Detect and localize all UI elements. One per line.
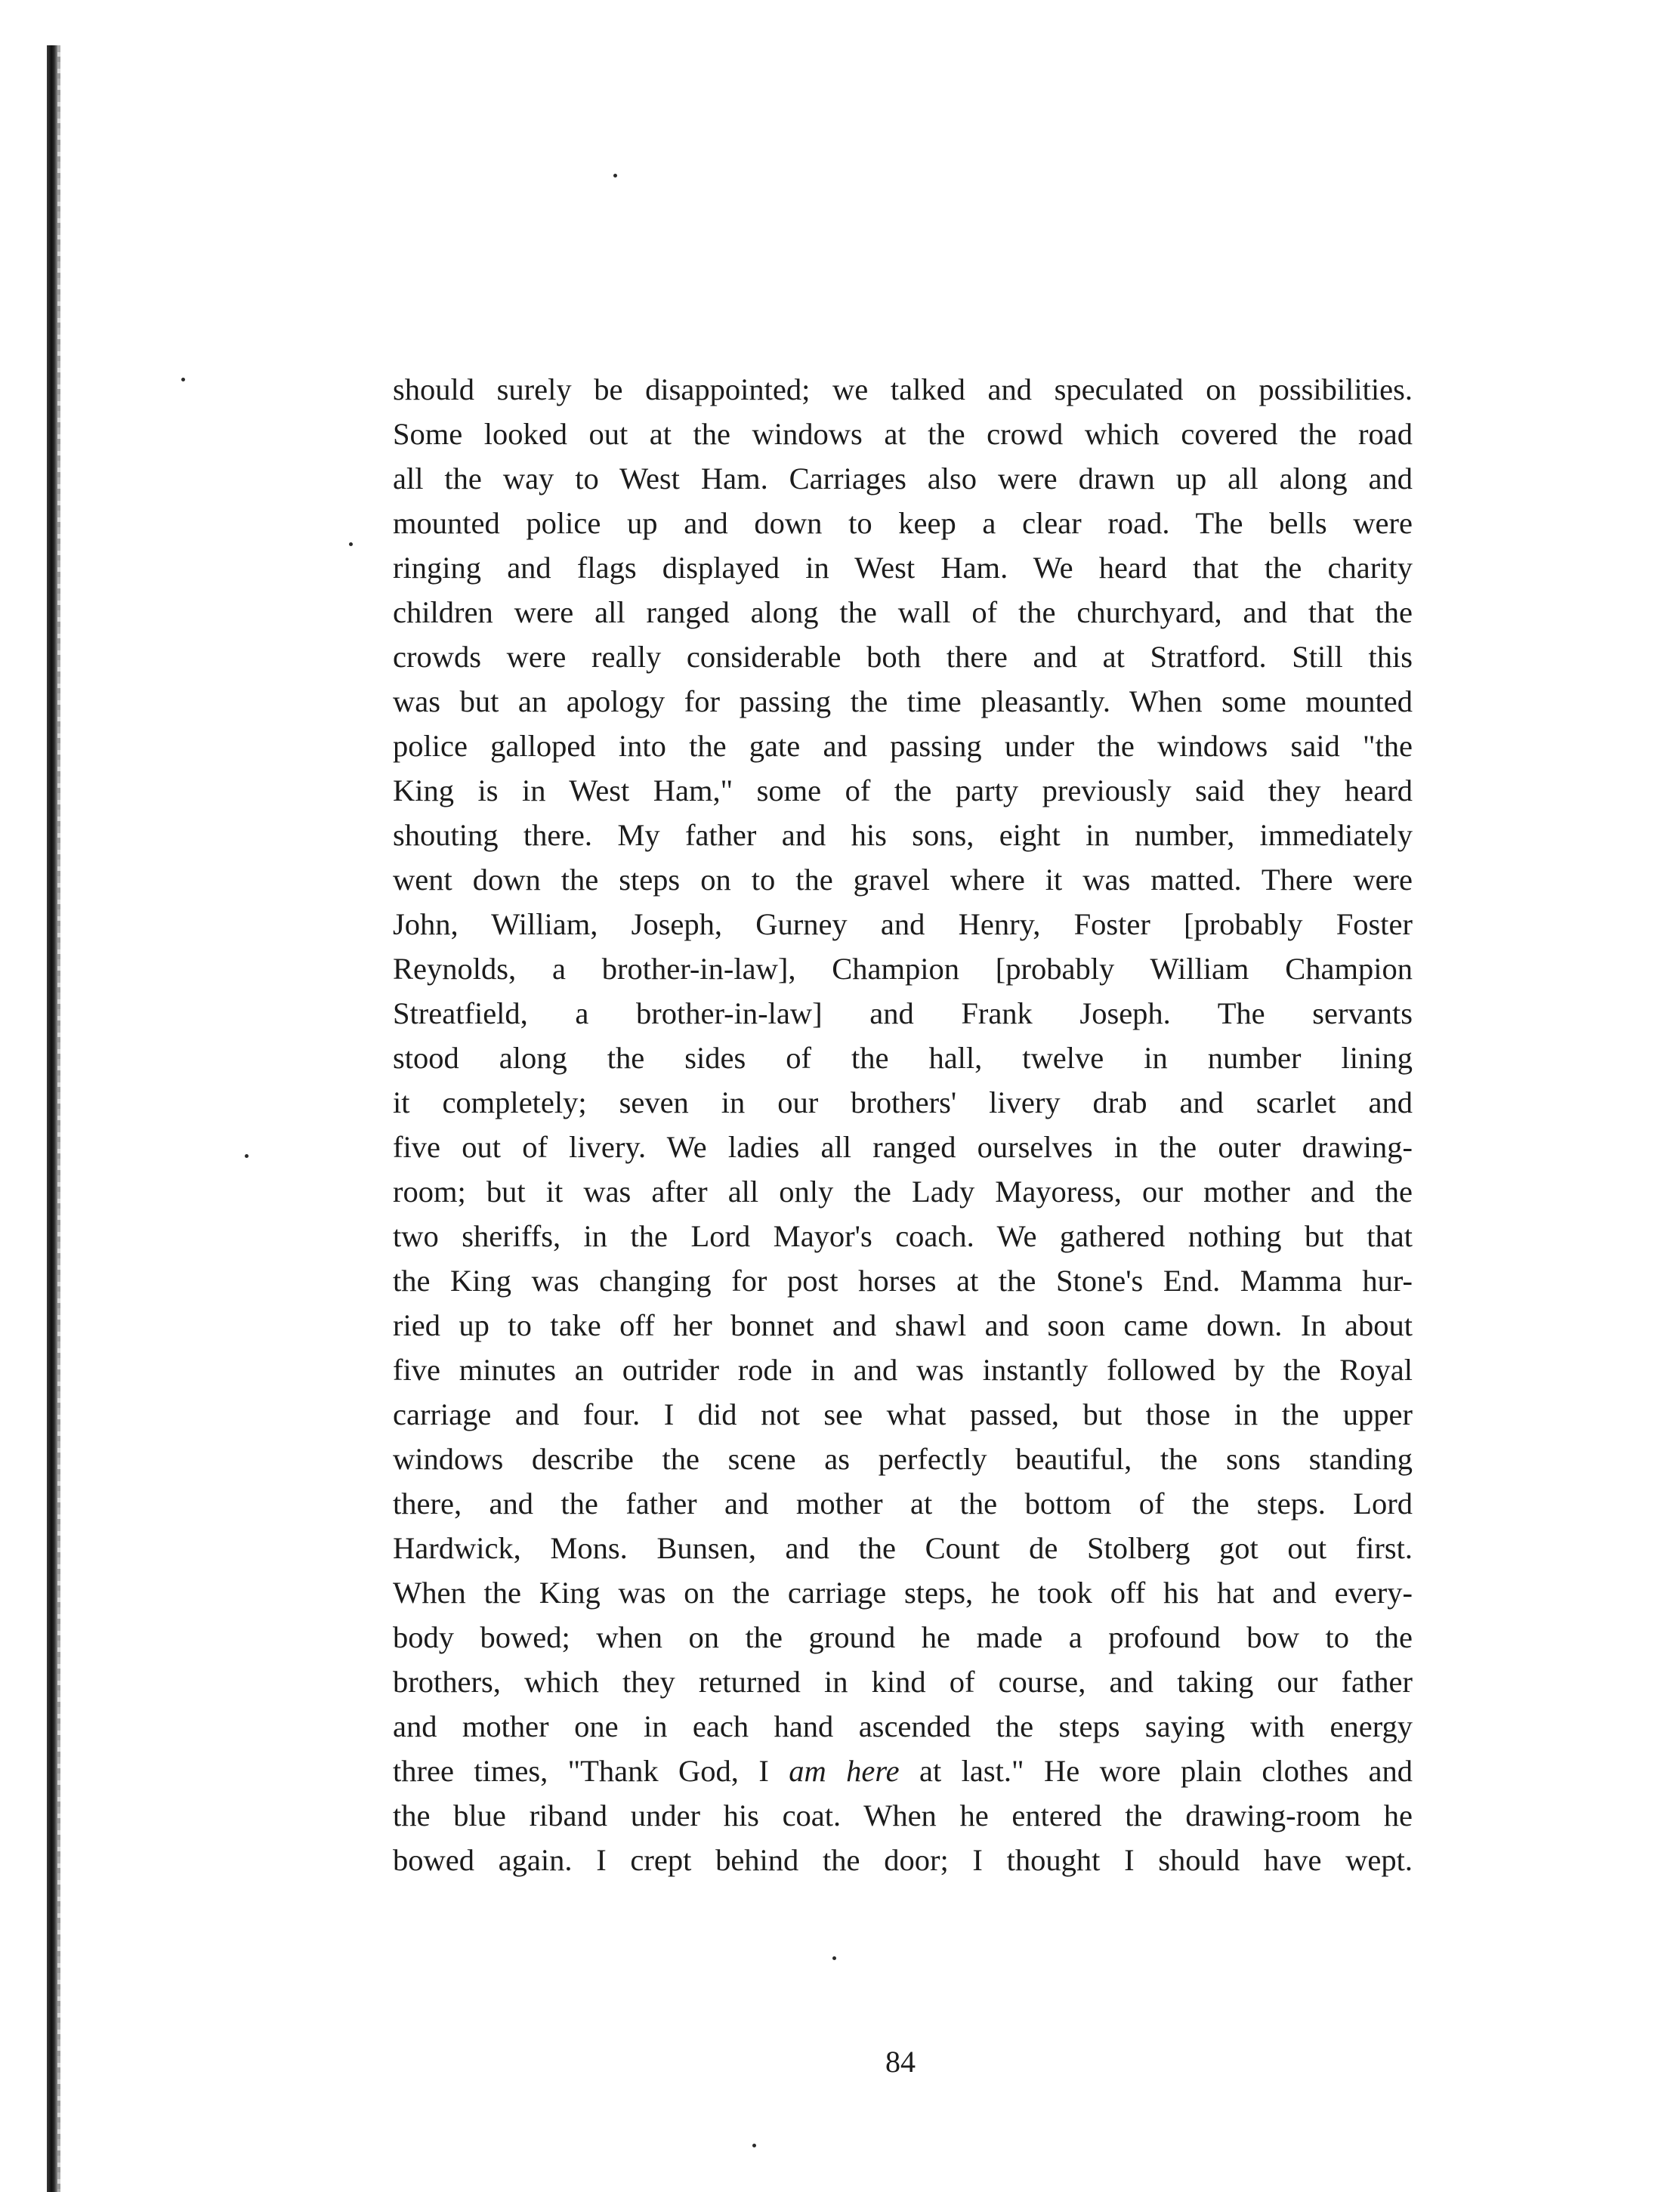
text-line: went down the steps on to the gravel where it was matted. There were (393, 863, 1413, 897)
text-line: room; but it was after all only the Lady Mayoress, our mother and the (393, 1175, 1413, 1209)
text-line: John, William, Joseph, Gurney and Henry, Foster [probably Foster (393, 907, 1413, 941)
text-line: Reynolds, a brother-in-law], Champion [probably William Champion (393, 952, 1413, 986)
text-line: bowed again. I crept behind the door; I thought I should have wept. (393, 1843, 1413, 1877)
text-line: was but an apology for passing the time pleasantly. When some mounted (393, 684, 1413, 718)
text-line: crowds were really considerable both there and at Stratford. Still this (393, 640, 1413, 674)
text-line: stood along the sides of the hall, twelve in number lining (393, 1041, 1413, 1075)
text-line: the blue riband under his coat. When he entered the drawing-room he (393, 1798, 1413, 1832)
text-line: body bowed; when on the ground he made a profound bow to the (393, 1620, 1413, 1654)
text-line: children were all ranged along the wall of the churchyard, and that the (393, 595, 1413, 629)
text-line: and mother one in each hand ascended the steps saying with energy (393, 1709, 1413, 1743)
text-line: five out of livery. We ladies all ranged ourselves in the outer drawing- (393, 1130, 1413, 1164)
text-line: Streatfield, a brother-in-law] and Frank Joseph. The servants (393, 996, 1413, 1030)
text-line: When the King was on the carriage steps, he took off his hat and every- (393, 1576, 1413, 1610)
text-line: the King was changing for post horses at the Stone's End. Mamma hur- (393, 1264, 1413, 1298)
scan-speck (245, 1154, 249, 1158)
page-number: 84 (885, 2045, 916, 2079)
text-line: carriage and four. I did not see what passed, but those in the upper (393, 1397, 1413, 1431)
text-line: ringing and flags displayed in West Ham. We heard that the charity (393, 551, 1413, 585)
text-line: it completely; seven in our brothers' livery drab and scarlet and (393, 1085, 1413, 1119)
text-line: brothers, which they returned in kind of course, and taking our father (393, 1665, 1413, 1699)
scan-speck (752, 2144, 756, 2147)
text-line: all the way to West Ham. Carriages also were drawn up all along and (393, 462, 1413, 496)
text-line: five minutes an outrider rode in and was instantly followed by the Royal (393, 1353, 1413, 1387)
text-line: police galloped into the gate and passing under the windows said "the (393, 729, 1413, 763)
scan-binding-shadow (57, 45, 60, 2192)
italic-emphasis: am here (789, 1754, 900, 1788)
scan-binding-edge (47, 45, 57, 2192)
text-line: windows describe the scene as perfectly beautiful, the sons standing (393, 1442, 1413, 1476)
text-line-end: at last." He wore plain clothes and (899, 1754, 1413, 1788)
scan-speck (349, 542, 353, 546)
text-line: Some looked out at the windows at the crowd which covered the road (393, 417, 1413, 451)
scan-speck (613, 174, 617, 178)
text-line: Hardwick, Mons. Bunsen, and the Count de Stolberg got out first. (393, 1531, 1413, 1565)
text-line: there, and the father and mother at the bottom of the steps. Lord (393, 1487, 1413, 1521)
text-line-start: three times, "Thank God, I (393, 1754, 789, 1788)
text-line: King is in West Ham," some of the party previously said they heard (393, 773, 1413, 807)
text-line: mounted police up and down to keep a clear road. The bells were (393, 506, 1413, 540)
text-line: two sheriffs, in the Lord Mayor's coach. We gathered nothing but that (393, 1219, 1413, 1253)
scan-speck (832, 1956, 836, 1960)
text-line (393, 1749, 1413, 1793)
body-text-block (393, 367, 1413, 1882)
text-line: should surely be disappointed; we talked and speculated on possibilities. (393, 372, 1413, 406)
text-line: ried up to take off her bonnet and shawl and soon came down. In about (393, 1308, 1413, 1342)
scan-speck (181, 378, 185, 381)
text-line: shouting there. My father and his sons, eight in number, immediately (393, 818, 1413, 852)
